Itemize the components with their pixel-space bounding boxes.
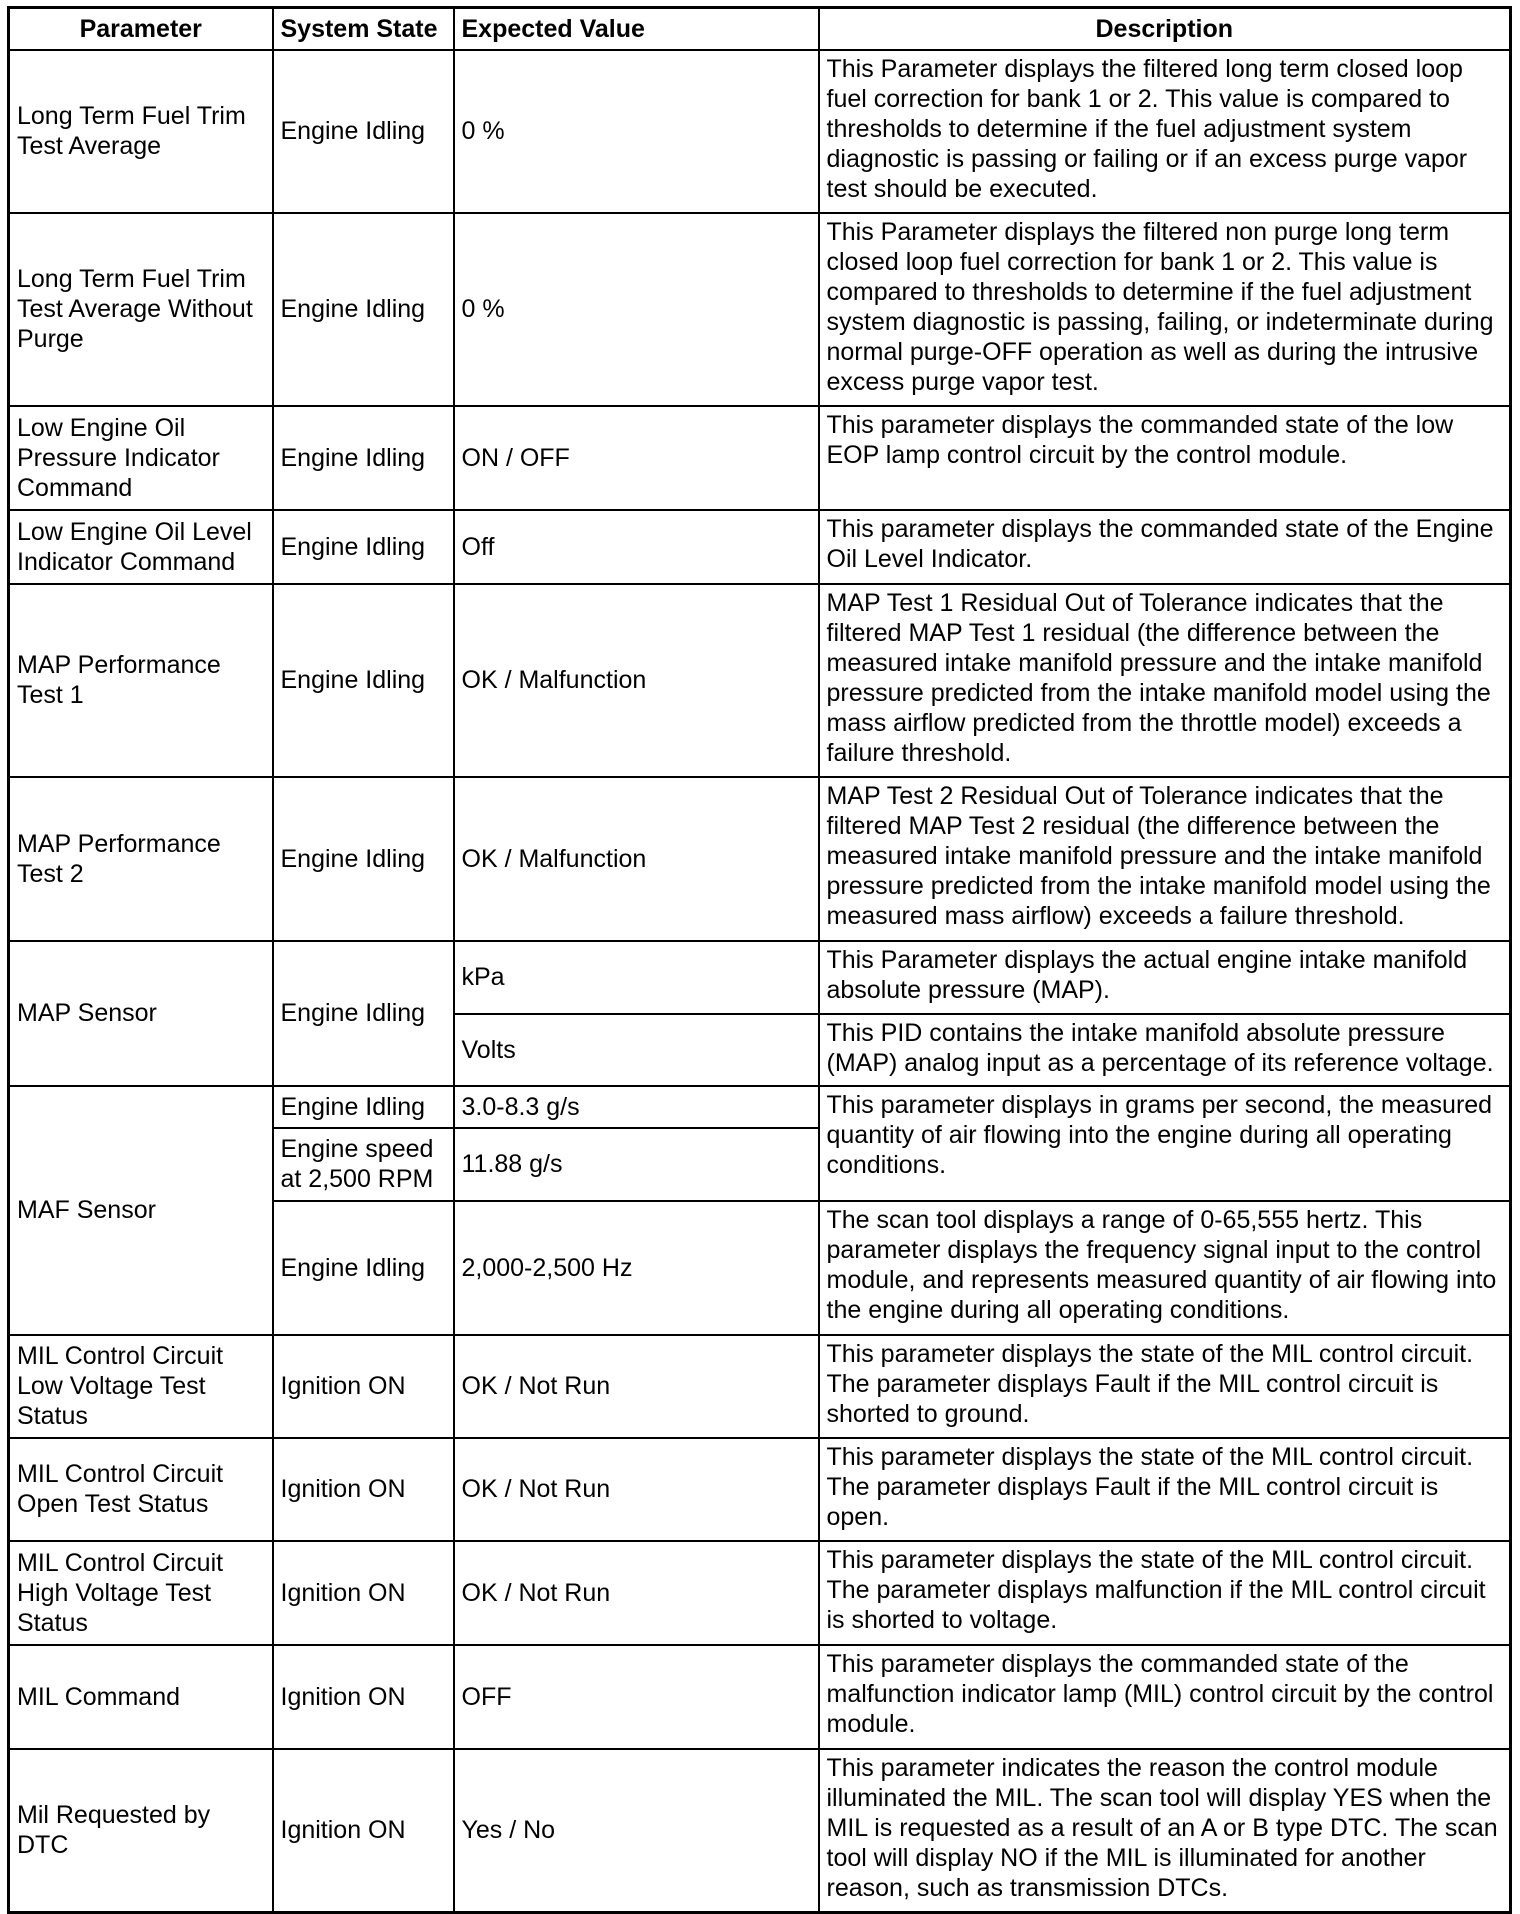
parameter-cell: MAP Performance Test 1 [9,584,273,777]
description-cell: MAP Test 2 Residual Out of Tolerance indicates that the filtered MAP Test 2 residual (the difference between the measured intake manifold pressure and the intake manifold pressure predicted from the intake manifold model using the measured mass airflow) exceeds a failure threshold. [819,777,1511,941]
expected-value-cell: Off [454,510,819,584]
system-state-cell: Engine Idling [273,1086,454,1128]
table-row [9,1749,1511,1913]
system-state-cell: Engine Idling [273,777,454,941]
description-cell: This parameter displays the commanded state of the low EOP lamp control circuit by the control module. [819,406,1511,510]
description-cell: This PID contains the intake manifold absolute pressure (MAP) analog input as a percentage of its reference voltage. [819,1014,1511,1086]
parameter-cell: MIL Control Circuit High Voltage Test Status [9,1541,273,1645]
expected-value-cell: 0 % [454,50,819,213]
system-state-cell: Engine Idling [273,50,454,213]
expected-value-cell: OFF [454,1645,819,1749]
expected-value-cell: OK / Not Run [454,1438,819,1541]
table-row [9,941,1511,1014]
description-cell: This Parameter displays the actual engine intake manifold absolute pressure (MAP). [819,941,1511,1014]
system-state-cell: Engine speed at 2,500 RPM [273,1128,454,1201]
table-row [9,1335,1511,1438]
system-state-cell: Engine Idling [273,584,454,777]
system-state-cell: Engine Idling [273,941,454,1086]
parameter-cell: Low Engine Oil Pressure Indicator Command [9,406,273,510]
header-parameter: Parameter [9,8,273,50]
table-row [9,1438,1511,1541]
expected-value-cell: 11.88 g/s [454,1128,819,1201]
table-row [9,1086,1511,1128]
system-state-cell: Engine Idling [273,406,454,510]
system-state-cell: Engine Idling [273,213,454,406]
table-row [9,1645,1511,1749]
header-expected-value: Expected Value [454,8,819,50]
parameter-cell: MAF Sensor [9,1086,273,1335]
parameter-cell: MIL Control Circuit Low Voltage Test Status [9,1335,273,1438]
description-cell: This parameter displays the state of the MIL control circuit. The parameter displays Fault if the MIL control circuit is open. [819,1438,1511,1541]
system-state-cell: Ignition ON [273,1438,454,1541]
system-state-cell: Ignition ON [273,1335,454,1438]
table-row [9,50,1511,213]
description-cell: This Parameter displays the filtered long term closed loop fuel correction for bank 1 or 2. This value is compared to thresholds to determine if the fuel adjustment system diagnostic is passing or failing or if an excess purge vapor test should be executed. [819,50,1511,213]
expected-value-cell: OK / Malfunction [454,584,819,777]
expected-value-cell: OK / Malfunction [454,777,819,941]
expected-value-cell: 2,000-2,500 Hz [454,1201,819,1335]
parameter-cell: Low Engine Oil Level Indicator Command [9,510,273,584]
parameter-cell: Mil Requested by DTC [9,1749,273,1913]
description-cell: This parameter displays the commanded state of the Engine Oil Level Indicator. [819,510,1511,584]
description-cell: The scan tool displays a range of 0-65,555 hertz. This parameter displays the frequency signal input to the control module, and represents measured quantity of air flowing into the engine during all operating conditions. [819,1201,1511,1335]
description-cell: This parameter displays the state of the MIL control circuit. The parameter displays Fault if the MIL control circuit is shorted to ground. [819,1335,1511,1438]
description-cell: This parameter displays the state of the MIL control circuit. The parameter displays malfunction if the MIL control circuit is shorted to voltage. [819,1541,1511,1645]
description-cell: This Parameter displays the filtered non purge long term closed loop fuel correction for bank 1 or 2. This value is compared to thresholds to determine if the fuel adjustment system diagnostic is passing, failing, or indeterminate during normal purge-OFF operation as well as during the intrusive excess purge vapor test. [819,213,1511,406]
parameter-cell: MIL Control Circuit Open Test Status [9,1438,273,1541]
parameter-cell: MAP Performance Test 2 [9,777,273,941]
table-row [9,1541,1511,1645]
system-state-cell: Ignition ON [273,1541,454,1645]
parameter-cell: MAP Sensor [9,941,273,1086]
parameter-table [7,6,1512,1914]
header-description: Description [819,8,1511,50]
description-cell: MAP Test 1 Residual Out of Tolerance indicates that the filtered MAP Test 1 residual (the difference between the measured intake manifold pressure and the intake manifold pressure predicted from the intake manifold model using the mass airflow predicted from the throttle model) exceeds a failure threshold. [819,584,1511,777]
expected-value-cell: Yes / No [454,1749,819,1913]
parameter-cell: Long Term Fuel Trim Test Average [9,50,273,213]
expected-value-cell: OK / Not Run [454,1335,819,1438]
table-row [9,213,1511,406]
description-cell: This parameter displays the commanded state of the malfunction indicator lamp (MIL) control circuit by the control module. [819,1645,1511,1749]
description-cell: This parameter displays in grams per second, the measured quantity of air flowing into the engine during all operating conditions. [819,1086,1511,1201]
expected-value-cell: OK / Not Run [454,1541,819,1645]
expected-value-cell: 0 % [454,213,819,406]
system-state-cell: Engine Idling [273,1201,454,1335]
expected-value-cell: 3.0-8.3 g/s [454,1086,819,1128]
header-system-state: System State [273,8,454,50]
expected-value-cell: ON / OFF [454,406,819,510]
table-row [9,584,1511,777]
expected-value-cell: kPa [454,941,819,1014]
parameter-cell: Long Term Fuel Trim Test Average Without Purge [9,213,273,406]
expected-value-cell: Volts [454,1014,819,1086]
table-row [9,510,1511,584]
header-row [9,8,1511,50]
system-state-cell: Ignition ON [273,1749,454,1913]
parameter-cell: MIL Command [9,1645,273,1749]
table-row [9,406,1511,510]
description-cell: This parameter indicates the reason the control module illuminated the MIL. The scan tool will display YES when the MIL is requested as a result of an A or B type DTC. The scan tool will display NO if the MIL is illuminated for another reason, such as transmission DTCs. [819,1749,1511,1913]
table-row [9,777,1511,941]
system-state-cell: Ignition ON [273,1645,454,1749]
system-state-cell: Engine Idling [273,510,454,584]
